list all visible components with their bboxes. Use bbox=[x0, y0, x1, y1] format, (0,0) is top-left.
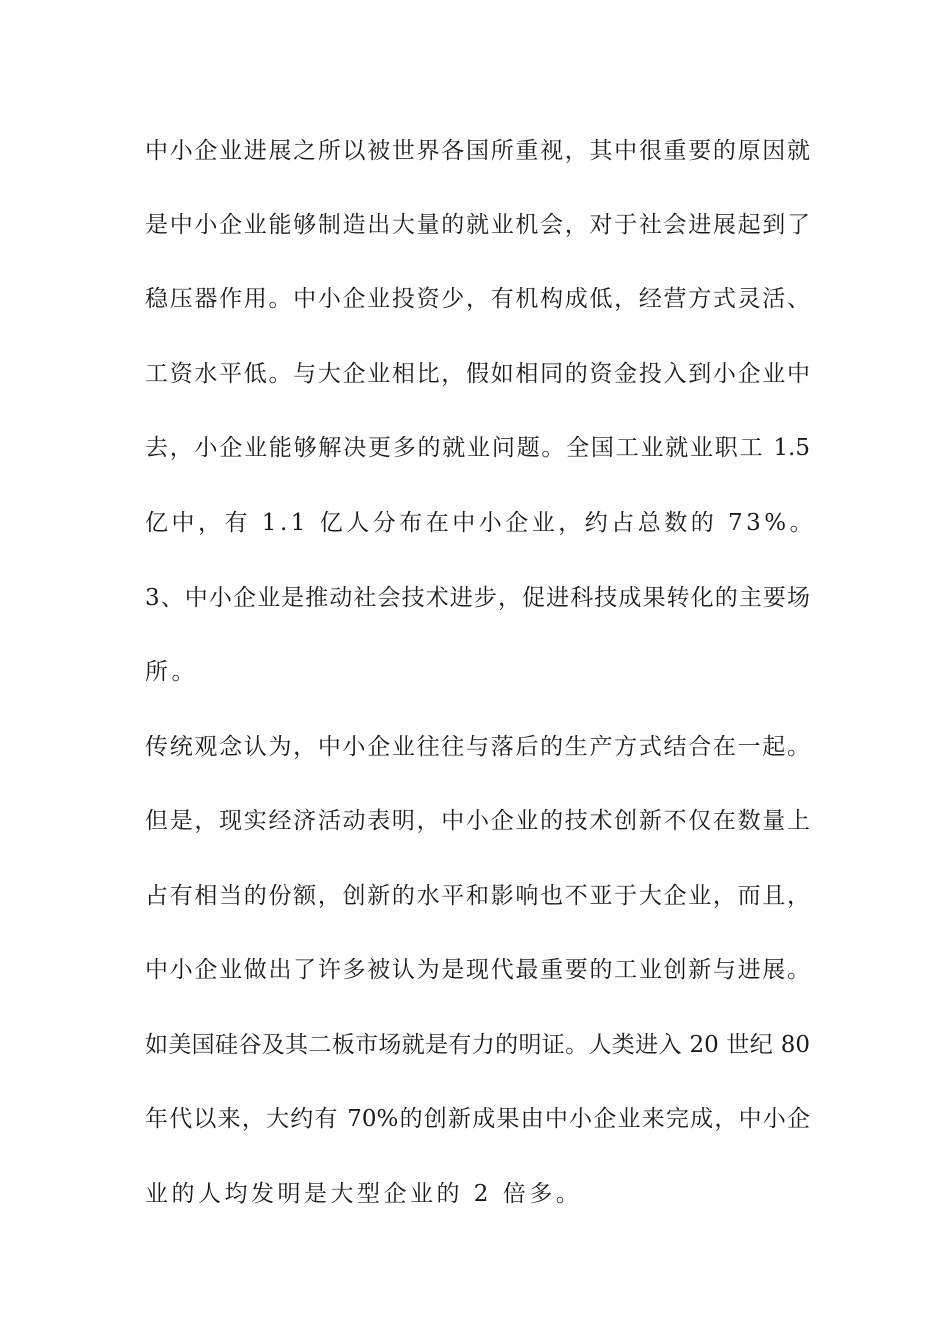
paragraph-line: 但是，现实经济活动表明，中小企业的技术创新不仅在数量上 bbox=[145, 808, 810, 834]
paragraph-line: 去，小企业能够解决更多的就业问题。全国工业就业职工 1.5 bbox=[145, 435, 810, 461]
paragraph-line: 业的人均发明是大型企业的 2 倍多。 bbox=[145, 1181, 583, 1207]
paragraph-line: 工资水平低。与大企业相比，假如相同的资金投入到小企业中 bbox=[145, 361, 810, 387]
paragraph-line: 是中小企业能够制造出大量的就业机会，对于社会进展起到了 bbox=[145, 212, 810, 238]
paragraph-line: 中小企业做出了许多被认为是现代最重要的工业创新与进展。 bbox=[145, 957, 810, 983]
heading-line: 所。 bbox=[145, 659, 198, 685]
paragraph-line: 传统观念认为，中小企业往往与落后的生产方式结合在一起。 bbox=[145, 734, 810, 760]
paragraph-line: 年代以来，大约有 70%的创新成果由中小企业来完成，中小企 bbox=[145, 1106, 810, 1132]
paragraph-line: 占有相当的份额，创新的水平和影响也不亚于大企业，而且， bbox=[145, 883, 810, 909]
paragraph-line: 中小企业进展之所以被世界各国所重视，其中很重要的原因就 bbox=[145, 138, 810, 164]
heading-line: 3、中小企业是推动社会技术进步，促进科技成果转化的主要场 bbox=[145, 585, 810, 611]
paragraph-line: 稳压器作用。中小企业投资少，有机构成低，经营方式灵活、 bbox=[145, 286, 810, 312]
paragraph-line: 如美国硅谷及其二板市场就是有力的明证。人类进入 20 世纪 80 bbox=[145, 1032, 810, 1058]
paragraph-line: 亿中，有 1.1 亿人分布在中小企业，约占总数的 73%。 bbox=[145, 510, 817, 536]
